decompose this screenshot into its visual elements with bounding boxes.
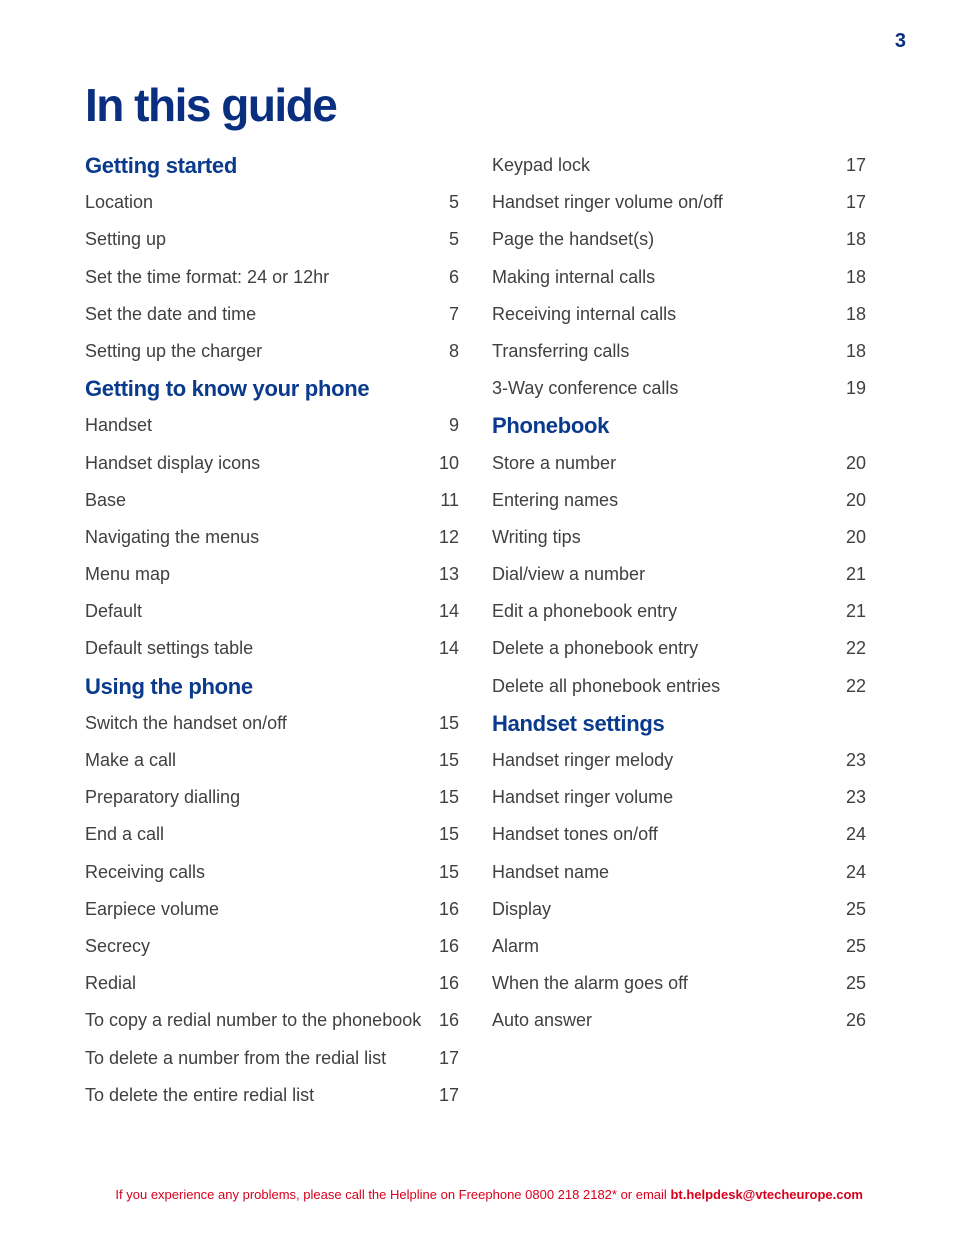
toc-entry-label: Edit a phonebook entry [492,601,678,622]
toc-left-column [85,147,459,1114]
page-title: In this guide [85,79,337,131]
toc-entry-page-number: 15 [438,787,459,808]
toc-entry-page-number: 20 [845,526,866,547]
toc-entry[interactable] [85,1077,459,1114]
toc-entry-page-number: 20 [845,489,866,510]
toc-entry-page-number: 25 [845,973,866,994]
toc-entry-label: Base [85,489,127,510]
toc-entry[interactable] [85,259,459,296]
toc-entry-page-number: 17 [845,192,866,213]
page-number: 3 [894,30,906,52]
toc-entry-label: Redial [85,973,137,994]
toc-entry-page-number: 15 [438,712,459,733]
toc-entry[interactable] [492,593,866,630]
toc-entry[interactable] [85,482,459,519]
toc-entry-label: Making internal calls [492,266,656,287]
toc-entry[interactable] [85,630,459,667]
toc-entry-label: Receiving internal calls [492,303,677,324]
toc-entry-page-number: 17 [845,155,866,175]
toc-entry-page-number: 17 [438,1047,459,1068]
toc-entry-label: Setting up [85,229,167,250]
toc-entry-page-number: 22 [845,675,866,696]
toc-entry-label: Delete a phonebook entry [492,638,699,659]
toc-entry-label: Menu map [85,564,171,585]
toc-entry-label: Handset display icons [85,452,261,473]
toc-entry-label: Switch the handset on/off [85,712,287,733]
toc-entry[interactable] [492,556,866,593]
toc-entry-page-number: 16 [438,973,459,994]
toc-entry[interactable] [85,519,459,556]
toc-entry-label: Handset [85,415,153,436]
toc-entry-page-number: 16 [438,935,459,956]
toc-entry-label: Auto answer [492,1010,593,1031]
toc-entry-page-number: 16 [438,1010,459,1031]
toc-entry-label: Preparatory dialling [85,787,241,808]
toc-entry-label: Page the handset(s) [492,229,655,250]
toc-entry-label: Store a number [492,452,617,473]
toc-entry-label: Handset tones on/off [492,824,658,845]
toc-entry[interactable] [492,370,866,407]
footer-email-link[interactable]: bt.helpdesk@vtecheurope.com [670,1187,863,1202]
toc-entry-page-number: 8 [448,340,459,361]
toc-entry-page-number: 14 [438,601,459,622]
toc-entry[interactable] [492,854,866,891]
toc-entry-label: Dial/view a number [492,564,646,585]
toc-entry-page-number: 6 [448,266,459,287]
toc-entry-label: Alarm [492,935,540,956]
toc-entry-page-number: 24 [845,824,866,845]
toc-entry-page-number: 13 [438,564,459,585]
toc-entry-label: Delete all phonebook entries [492,675,721,696]
toc-entry[interactable] [492,928,866,965]
toc-entry[interactable] [85,742,459,779]
toc-entry[interactable] [85,593,459,630]
toc-entry[interactable] [492,891,866,928]
toc-entry[interactable] [492,742,866,779]
toc-entry-label: To copy a redial number to the phonebook [85,1010,422,1031]
toc-entry-page-number: 18 [845,303,866,324]
toc-entry-label: Set the time format: 24 or 12hr [85,266,330,287]
toc-entry-label: Handset ringer melody [492,750,674,770]
toc-entry-page-number: 18 [845,266,866,287]
toc-entry-page-number: 15 [438,750,459,770]
toc-entry-page-number: 18 [845,229,866,250]
toc-entry[interactable] [85,891,459,928]
toc-entry-page-number: 17 [438,1084,459,1105]
toc-entry-page-number: 22 [845,638,866,659]
toc-entry-page-number: 15 [438,861,459,882]
toc-entry[interactable] [492,259,866,296]
toc-entry[interactable] [85,296,459,333]
toc-entry-label: Handset ringer volume on/off [492,192,723,213]
toc-entry-page-number: 23 [845,750,866,770]
toc-entry-page-number: 20 [845,452,866,473]
section-heading: Handset settings [492,710,665,736]
toc-entry[interactable] [85,779,459,816]
toc-entry-label: Location [85,192,154,213]
toc-entry-label: Display [492,898,552,919]
toc-entry[interactable] [85,1002,459,1039]
toc-entry[interactable] [492,519,866,556]
section-heading: Getting to know your phone [85,376,370,402]
toc-entry[interactable] [492,333,866,370]
toc-entry-page-number: 21 [845,601,866,622]
toc-entry-label: Default [85,601,143,622]
toc-entry[interactable] [492,482,866,519]
toc-entry-label: Receiving calls [85,861,206,882]
toc-entry-label: To delete a number from the redial list [85,1047,387,1068]
toc-entry-page-number: 7 [448,303,459,324]
toc-entry-page-number: 16 [438,898,459,919]
toc-entry[interactable] [85,556,459,593]
toc-entry[interactable] [85,816,459,853]
toc-entry[interactable] [492,296,866,333]
toc-entry-label: To delete the entire redial list [85,1084,315,1105]
toc-entry-page-number: 18 [845,340,866,361]
toc-entry[interactable] [492,147,866,184]
toc-entry[interactable] [85,854,459,891]
toc-entry-label: Handset name [492,861,610,882]
toc-entry-label: Secrecy [85,935,151,956]
toc-entry-label: Handset ringer volume [492,787,674,808]
footer-helpline [90,1187,863,1202]
toc-entry-page-number: 25 [845,898,866,919]
toc-entry-label: Setting up the charger [85,340,263,361]
toc-entry-page-number: 23 [845,787,866,808]
section-heading: Using the phone [85,673,253,699]
toc-entry-page-number: 12 [438,526,459,547]
toc-entry-label: End a call [85,824,165,845]
toc-entry-label: Writing tips [492,526,581,547]
toc-entry[interactable] [85,965,459,1002]
toc-entry[interactable] [492,184,866,221]
toc-entry-page-number: 26 [845,1010,866,1031]
toc-entry-label: When the alarm goes off [492,973,688,994]
toc-entry[interactable] [85,407,459,444]
toc-entry[interactable] [492,965,866,1002]
toc-entry-page-number: 5 [448,192,459,213]
toc-entry-page-number: 21 [845,564,866,585]
toc-entry[interactable] [492,630,866,667]
toc-entry[interactable] [85,1040,459,1077]
toc-entry-page-number: 15 [438,824,459,845]
toc-entry[interactable] [85,928,459,965]
toc-entry-label: 3-Way conference calls [492,378,679,399]
toc-entry-label: Earpiece volume [85,898,220,919]
toc-entry-page-number: 5 [448,229,459,250]
section-heading: Phonebook [492,413,610,439]
toc-entry[interactable] [492,221,866,258]
toc-entry[interactable] [85,333,459,370]
toc-entry[interactable] [85,184,459,221]
toc-entry[interactable] [492,445,866,482]
toc-entry[interactable] [85,445,459,482]
toc-entry-page-number: 10 [438,452,459,473]
toc-entry-page-number: 9 [448,415,459,436]
toc-entry[interactable] [492,668,866,705]
toc-entry[interactable] [85,221,459,258]
footer-text: If you experience any problems, please call the Helpline on Freephone 0800 218 2182* or email [115,1187,671,1202]
toc-entry[interactable] [492,779,866,816]
toc-entry[interactable] [492,1002,866,1039]
toc-entry-label: Entering names [492,489,619,510]
toc-entry-label: Make a call [85,750,177,770]
toc-entry-page-number: 19 [845,378,866,399]
toc-entry-page-number: 11 [440,489,459,510]
toc-entry-label: Default settings table [85,638,254,659]
toc-entry[interactable] [85,705,459,742]
toc-entry-page-number: 14 [438,638,459,659]
section-heading: Getting started [85,153,237,178]
toc-entry[interactable] [492,816,866,853]
toc-entry-label: Transferring calls [492,340,630,361]
toc-entry-label: Keypad lock [492,155,591,175]
toc-entry-page-number: 24 [845,861,866,882]
toc-entry-label: Set the date and time [85,303,257,324]
toc-entry-label: Navigating the menus [85,526,260,547]
toc-entry-page-number: 25 [845,935,866,956]
toc-right-column [492,147,866,1040]
